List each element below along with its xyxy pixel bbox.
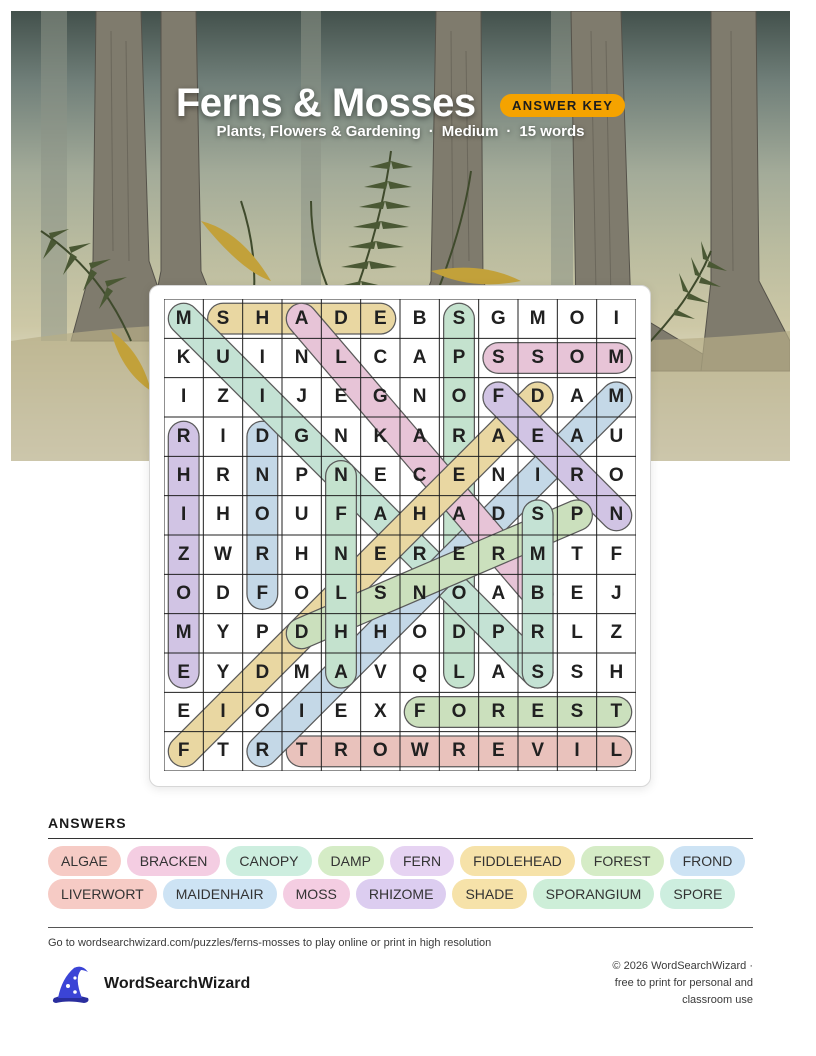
difficulty-label: Medium xyxy=(441,123,499,140)
grid-cell[interactable]: N xyxy=(334,464,348,486)
grid-cell[interactable]: L xyxy=(453,661,465,683)
grid-cell[interactable]: O xyxy=(608,464,624,486)
grid-cell[interactable]: M xyxy=(175,622,192,644)
grid-cell[interactable]: D xyxy=(255,661,270,683)
grid-cell[interactable]: T xyxy=(571,543,583,565)
grid-cell[interactable]: F xyxy=(256,582,269,604)
grid-cell[interactable]: E xyxy=(373,464,387,486)
grid-cell[interactable]: I xyxy=(259,346,265,368)
grid-cell[interactable]: R xyxy=(216,464,230,486)
grid-cell[interactable]: K xyxy=(373,425,388,447)
grid-cell[interactable]: E xyxy=(177,700,190,722)
grid-cell[interactable]: S xyxy=(531,346,544,368)
grid-cell[interactable]: E xyxy=(452,464,466,486)
category-label: Plants, Flowers & Gardening xyxy=(216,123,421,140)
grid-cell[interactable]: L xyxy=(335,582,347,604)
grid-cell[interactable]: I xyxy=(181,386,187,408)
grid-cell[interactable]: F xyxy=(413,700,426,722)
grid-cell[interactable]: M xyxy=(608,386,625,408)
grid-cell[interactable]: W xyxy=(214,543,232,565)
grid-cell[interactable]: L xyxy=(335,346,347,368)
grid-cell[interactable]: O xyxy=(254,504,270,526)
divider xyxy=(48,838,753,839)
grid-cell[interactable]: S xyxy=(491,346,505,368)
grid-cell[interactable]: R xyxy=(176,425,191,447)
grid-cell[interactable]: H xyxy=(255,307,270,329)
grid-cell[interactable]: U xyxy=(294,504,309,526)
grid-cell[interactable]: O xyxy=(372,740,388,762)
grid-cell[interactable]: R xyxy=(530,622,545,644)
grid-cell[interactable]: E xyxy=(531,700,544,722)
grid-cell[interactable]: E xyxy=(491,740,505,762)
grid-cell[interactable]: O xyxy=(451,700,467,722)
grid-cell[interactable]: E xyxy=(373,543,387,565)
grid-cell[interactable]: V xyxy=(373,661,387,683)
grid-cell[interactable]: E xyxy=(452,543,466,565)
grid-cell[interactable]: P xyxy=(491,622,505,644)
grid-cell[interactable]: I xyxy=(220,700,226,722)
grid-cell[interactable]: A xyxy=(294,307,309,329)
answer-chip: LIVERWORT xyxy=(48,879,157,909)
copyright-line: free to print for personal and xyxy=(614,977,753,989)
grid-cell[interactable]: R xyxy=(334,740,348,762)
grid-cell[interactable]: I xyxy=(259,386,265,408)
grid-cell[interactable]: A xyxy=(491,661,506,683)
answer-chip: CANOPY xyxy=(226,846,311,876)
grid-cell[interactable]: I xyxy=(181,504,187,526)
answer-chip: MOSS xyxy=(283,879,350,909)
grid-cell[interactable]: P xyxy=(255,622,269,644)
grid-cell[interactable]: N xyxy=(294,346,309,368)
grid-cell[interactable]: F xyxy=(492,386,505,408)
title-row xyxy=(11,81,790,126)
grid-cell[interactable]: R xyxy=(491,543,506,565)
footer-link[interactable]: Go to wordsearchwizard.com/puzzles/ferns-mosses to play online or print in high resolution xyxy=(48,937,492,949)
copyright-notice xyxy=(543,958,753,1009)
grid-cell[interactable]: M xyxy=(175,307,192,329)
grid-cell[interactable]: S xyxy=(531,504,544,526)
grid-cell[interactable]: R xyxy=(255,740,270,762)
grid-cell[interactable]: E xyxy=(570,582,584,604)
grid-cell[interactable]: H xyxy=(373,622,388,644)
answer-chip: ALGAE xyxy=(48,846,121,876)
grid-cell[interactable]: F xyxy=(335,504,347,526)
grid-cell[interactable]: L xyxy=(610,740,623,762)
grid-cell[interactable]: N xyxy=(491,464,506,486)
grid-cell[interactable]: O xyxy=(451,386,467,408)
grid-cell[interactable]: S xyxy=(570,700,584,722)
grid-cell[interactable]: S xyxy=(452,307,466,329)
grid-cell[interactable]: S xyxy=(373,582,387,604)
grid-cell[interactable]: A xyxy=(491,582,506,604)
grid-cell[interactable]: Y xyxy=(216,661,230,683)
grid-cell[interactable]: E xyxy=(334,386,348,408)
grid-cell[interactable]: M xyxy=(293,661,310,683)
word-count-label: 15 words xyxy=(519,123,585,140)
grid-cell[interactable]: A xyxy=(412,425,427,447)
grid-cell[interactable]: H xyxy=(294,543,309,565)
grid-cell[interactable]: Z xyxy=(177,543,190,565)
grid-cell[interactable]: D xyxy=(294,622,309,644)
answer-list xyxy=(48,846,760,912)
grid-cell[interactable]: Q xyxy=(412,661,428,683)
grid-cell[interactable]: Z xyxy=(217,386,229,408)
answer-chip: FIDDLEHEAD xyxy=(460,846,575,876)
word-search-grid[interactable] xyxy=(164,299,636,771)
grid-cell[interactable]: A xyxy=(334,661,348,683)
puzzle-meta xyxy=(11,123,790,140)
grid-cell[interactable]: X xyxy=(373,700,387,722)
grid-cell[interactable]: O xyxy=(569,307,585,329)
grid-cell[interactable]: Z xyxy=(610,622,623,644)
answer-chip: MAIDENHAIR xyxy=(163,879,277,909)
grid-cell[interactable]: H xyxy=(609,661,624,683)
answer-chip: DAMP xyxy=(318,846,384,876)
grid-cell[interactable]: G xyxy=(490,307,506,329)
grid-cell[interactable]: J xyxy=(611,582,622,604)
grid-cell[interactable]: U xyxy=(609,425,624,447)
grid-cell[interactable]: I xyxy=(574,740,580,762)
separator-dot: · xyxy=(506,123,512,140)
answer-chip: FOREST xyxy=(581,846,664,876)
grid-cell[interactable]: R xyxy=(491,700,506,722)
answer-chip: FROND xyxy=(670,846,746,876)
puzzle-title: Ferns & Mosses xyxy=(175,81,476,125)
grid-cell[interactable]: H xyxy=(176,464,191,486)
grid-cell[interactable]: N xyxy=(255,464,270,486)
divider xyxy=(48,927,753,928)
grid-cell[interactable]: R xyxy=(570,464,584,486)
grid-cell[interactable]: R xyxy=(412,543,427,565)
grid-cell[interactable]: M xyxy=(529,307,546,329)
grid-cell[interactable]: I xyxy=(299,700,305,722)
grid-cell[interactable]: O xyxy=(176,582,192,604)
grid-cell[interactable]: V xyxy=(531,740,544,762)
grid-cell[interactable]: D xyxy=(334,307,348,329)
grid-cell[interactable]: O xyxy=(294,582,310,604)
answer-chip: FERN xyxy=(390,846,454,876)
grid-cell[interactable]: O xyxy=(451,582,467,604)
grid-cell[interactable]: E xyxy=(531,425,544,447)
grid-cell[interactable]: N xyxy=(412,386,427,408)
answer-chip: RHIZOME xyxy=(356,879,447,909)
grid-cell[interactable]: S xyxy=(531,661,544,683)
grid-cell[interactable]: Y xyxy=(216,622,230,644)
grid-cell[interactable]: L xyxy=(571,622,583,644)
grid-cell[interactable]: R xyxy=(452,425,466,447)
grid-cell[interactable]: A xyxy=(452,504,466,526)
grid-cell[interactable]: A xyxy=(570,425,584,447)
grid-cell[interactable]: U xyxy=(216,346,230,368)
grid-cell[interactable]: W xyxy=(410,740,429,762)
grid-cell[interactable]: T xyxy=(295,740,308,762)
wizard-hat-icon xyxy=(48,964,92,1004)
grid-cell[interactable]: C xyxy=(412,464,427,486)
separator-dot: · xyxy=(428,123,434,140)
grid-cell[interactable]: D xyxy=(452,622,466,644)
answer-chip: SPORE xyxy=(660,879,735,909)
grid-cell[interactable]: F xyxy=(177,740,190,762)
brand[interactable] xyxy=(48,964,250,1004)
grid-cell[interactable]: P xyxy=(570,504,584,526)
grid-cell[interactable]: H xyxy=(216,504,230,526)
grid-cell[interactable]: A xyxy=(373,504,388,526)
answer-chip: SPORANGIUM xyxy=(533,879,655,909)
copyright-line: © 2026 WordSearchWizard · xyxy=(612,960,753,972)
grid-cell[interactable]: F xyxy=(610,543,623,565)
grid-cell[interactable]: G xyxy=(372,386,388,408)
grid-cell[interactable]: D xyxy=(216,582,230,604)
grid-cell[interactable]: T xyxy=(217,740,229,762)
grid-cell[interactable]: G xyxy=(294,425,310,447)
grid-cell[interactable]: A xyxy=(491,425,506,447)
grid-cell[interactable]: I xyxy=(220,425,226,447)
grid-cell[interactable]: D xyxy=(530,386,545,408)
grid-cell[interactable]: H xyxy=(334,622,348,644)
grid-cell[interactable]: R xyxy=(255,543,270,565)
grid-cell[interactable]: A xyxy=(570,386,584,408)
grid-cell[interactable]: S xyxy=(570,661,584,683)
brand-name: WordSearchWizard xyxy=(104,975,251,992)
grid-cell[interactable]: I xyxy=(535,464,541,486)
grid-cell[interactable]: E xyxy=(177,661,190,683)
grid-cell[interactable]: O xyxy=(412,622,428,644)
grid-cell[interactable]: O xyxy=(569,346,585,368)
grid-cell[interactable]: N xyxy=(412,582,427,604)
grid-cell[interactable]: N xyxy=(334,543,348,565)
grid-cell[interactable]: M xyxy=(608,346,625,368)
grid-cell[interactable]: D xyxy=(491,504,506,526)
answers-heading: ANSWERS xyxy=(48,815,127,831)
grid-cell[interactable]: H xyxy=(412,504,427,526)
grid-cell[interactable]: S xyxy=(216,307,230,329)
grid-cell[interactable]: E xyxy=(373,307,387,329)
copyright-line: classroom use xyxy=(682,994,753,1006)
grid-cell[interactable]: A xyxy=(412,346,427,368)
grid-cell[interactable]: B xyxy=(412,307,427,329)
grid-cell[interactable]: O xyxy=(254,700,270,722)
grid-cell[interactable]: P xyxy=(452,346,466,368)
grid-cell[interactable]: R xyxy=(452,740,466,762)
grid-cell[interactable]: T xyxy=(610,700,623,722)
grid-cell[interactable]: D xyxy=(255,425,270,447)
grid-cell[interactable]: P xyxy=(295,464,308,486)
grid-cell[interactable]: B xyxy=(530,582,545,604)
grid-cell[interactable]: N xyxy=(334,425,348,447)
grid-cell[interactable]: I xyxy=(613,307,619,329)
grid-cell[interactable]: E xyxy=(334,700,348,722)
answer-chip: BRACKEN xyxy=(127,846,221,876)
grid-cell[interactable]: J xyxy=(296,386,307,408)
grid-cell[interactable]: C xyxy=(373,346,388,368)
answer-key-badge: ANSWER KEY xyxy=(500,94,625,117)
grid-cell[interactable]: K xyxy=(176,346,191,368)
grid-cell[interactable]: M xyxy=(529,543,546,565)
answer-chip: SHADE xyxy=(452,879,526,909)
grid-cell[interactable]: N xyxy=(609,504,624,526)
